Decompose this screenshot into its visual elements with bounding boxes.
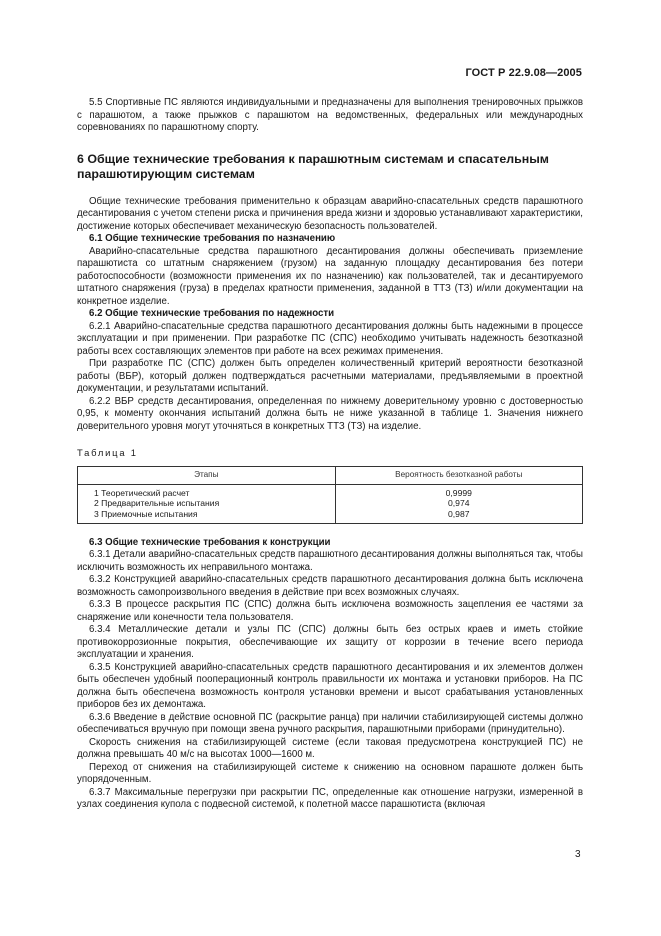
paragraph-5-5: 5.5 Спортивные ПС являются индивидуальными и предназначены для выполнения тренировочных прыжков с парашютом, а также прыжков с парашютом на ведомственных, федеральных или международных соревнованиях по парашютному спорту.: [77, 97, 583, 133]
subsection-6-3-title: 6.3 Общие технические требования к конструкции: [89, 536, 331, 548]
page-number: 3: [575, 849, 581, 860]
paragraph-6-3-5: 6.3.5 Конструкцией аварийно-спасательных средств парашютного десантирования и их элементов должен быть обеспечен удобный пооперационный контроль правильности их монтажа и установки приборов. На ПС должна быть обеспечена возможность контроля установки времени и высот срабатывания установленных приборов без их демонтажа.: [77, 661, 583, 711]
probability-value: 0,9999: [445, 487, 472, 498]
paragraph-6-3-4: 6.3.4 Металлические детали и узлы ПС (СПС) должны быть без острых краев и иметь стойкие противокоррозионные покрытия, обеспечивающие их защиту от коррозии в течение всего периода эксплуатации и хранения.: [77, 624, 583, 661]
table-caption: Таблица 1: [77, 447, 138, 459]
paragraph-6-3-6: 6.3.6 Введение в действие основной ПС (раскрытие ранца) при наличии стабилизирующей системы должно обеспечиваться вручную при помощи звена ручного раскрытия, парашютными приборами (принудительно).: [77, 711, 583, 736]
standard-header: ГОСТ Р 22.9.08—2005: [465, 67, 582, 79]
paragraph-6-3-7: 6.3.7 Максимальные перегрузки при раскрытии ПС, определенные как отношение нагрузки, измеренной в узлах соединения купола с подвесной системой, к полетной массе парашютиста (включая: [77, 786, 583, 811]
section-6-intro: Общие технические требования применительно к образцам аварийно-спасательных средств парашютного десантирования с учетом степени риска и причинения вреда жизни и здоровью устанавливают характеристики, достижение которых обеспечивает механическую безопасность пользователей.: [77, 195, 583, 232]
stage-item: 3 Приемочные испытания: [94, 509, 198, 520]
paragraph-6-3-2: 6.3.2 Конструкцией аварийно-спасательных средств парашютного десантирования должна быть исключена возможность самопроизвольного введения в действие при всех возможных случаях.: [77, 574, 583, 598]
paragraph-6-3-1: 6.3.1 Детали аварийно-спасательных средств парашютного десантирования должны выполняться так, чтобы исключить возможность их неправильного монтажа.: [77, 549, 583, 573]
stage-item: 2 Предварительные испытания: [94, 498, 220, 509]
paragraph-6-2-2: 6.2.2 ВБР средств десантирования, определенная по нижнему доверительному уровню с достоверностью 0,95, к моменту окончания испытаний должна быть не ниже указанной в таблице 1. Значения нижнего доверительного уровня могут уточняться в конкретных ТТЗ (ТЗ) на изделие.: [77, 395, 583, 432]
subsection-6-1-title: 6.1 Общие технические требования по назначению: [89, 233, 336, 245]
section-6-title: 6 Общие технические требования к парашютным системам и спасательным парашютирующим системам: [77, 151, 549, 182]
subsection-6-1-text: Аварийно-спасательные средства парашютного десантирования должны обеспечивать приземление парашютиста со штатным снаряжением (грузом) на заданную площадку десантирования без потери работоспособности (возможности применения их по назначению) как пользователей, так и десантируемого штатного снаряжения (груза) в пределах кратности применения, заданной в ТТЗ (ТЗ) и/или документации на конкретное изделие.: [77, 245, 583, 307]
column-header-stages: Этапы: [78, 466, 336, 484]
paragraph-6-3-3: 6.3.3 В процессе раскрытия ПС (СПС) должна быть исключена возможность зацепления ее частями за снаряжение или конечности тела пользователя.: [77, 599, 583, 623]
paragraph-6-2-1: 6.2.1 Аварийно-спасательные средства парашютного десантирования должны быть надежными в процессе эксплуатации и при применении. При разработке ПС (СПС) необходимо учитывать надежность безотказной работы всех составляющих элементов при работе на всех режимах применения.: [77, 320, 583, 357]
probability-value: 0,974: [448, 498, 470, 509]
reliability-table: [77, 466, 583, 524]
paragraph-6-2-1b: При разработке ПС (СПС) должен быть определен количественный критерий вероятности безотказной работы (ВБР), который должен подтверждаться расчетными материалами, предъявляемыми в проектной документации, и результатами испытаний.: [77, 358, 583, 395]
document-body: [77, 97, 583, 812]
table-header-row: [78, 466, 583, 484]
probabilities-cell: [335, 484, 582, 523]
stages-cell: [78, 484, 336, 523]
paragraph-6-3-6c: Переход от снижения на стабилизирующей системе к снижению на основном парашюте должен быть упорядоченным.: [77, 761, 583, 786]
column-header-probability: Вероятность безотказной работы: [335, 466, 582, 484]
subsection-6-2-title: 6.2 Общие технические требования по надежности: [89, 308, 335, 320]
paragraph-6-3-6b: Скорость снижения на стабилизирующей системе (если таковая предусмотрена конструкцией ПС) не должна превышать 40 м/с на высотах 1000—1600 м.: [77, 736, 583, 761]
table-row: [78, 484, 583, 523]
stage-item: 1 Теоретический расчет: [94, 487, 190, 498]
probability-value: 0,987: [448, 509, 470, 520]
